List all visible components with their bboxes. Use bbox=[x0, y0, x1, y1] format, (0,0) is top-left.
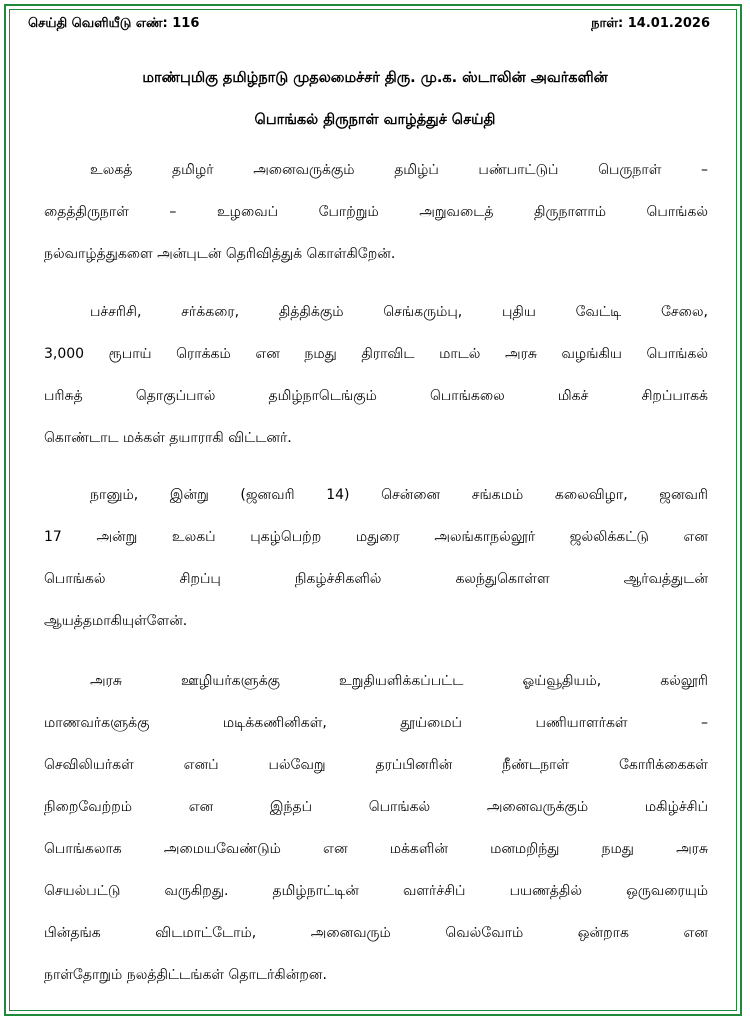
paragraph-line: கொண்டாட மக்கள் தயாராகி விட்டனர். bbox=[44, 430, 292, 446]
paragraph-line: நிறைவேற்றம் என இந்தப் பொங்கல் அனைவருக்கும் மகிழ்ச்சிப் bbox=[44, 799, 708, 815]
paragraph-line: பொங்கல் சிறப்பு நிகழ்ச்சிகளில் கலந்துகொள்ள ஆர்வத்துடன் bbox=[44, 571, 708, 587]
paragraph-line: தைத்திருநாள் – உழவைப் போற்றும் அறுவடைத் திருநாளாம் பொங்கல் bbox=[44, 204, 708, 220]
paragraph-3 bbox=[44, 474, 708, 642]
paragraph-line: பின்தங்க விடமாட்டோம், அனைவரும் வெல்வோம் ஒன்றாக என bbox=[44, 925, 708, 941]
paragraph-line: பொங்கலாக அமையவேண்டும் என மக்களின் மனமறிந்து நமது அரசு bbox=[44, 841, 708, 857]
paragraph-4 bbox=[44, 660, 708, 996]
paragraph-line: செயல்பட்டு வருகிறது. தமிழ்நாட்டின் வளர்ச்சிப் பயணத்தில் ஒருவரையும் bbox=[44, 883, 708, 899]
paragraph-line: 17 அன்று உலகப் புகழ்பெற்ற மதுரை அலங்காநல்லூர் ஜல்லிக்கட்டு என bbox=[44, 529, 708, 545]
paragraph-line: நானும், இன்று (ஜனவரி 14) சென்னை சங்கமம் கலைவிழா, ஜனவரி bbox=[90, 487, 708, 503]
paragraph-line: நாள்தோறும் நலத்திட்டங்கள் தொடர்கின்றன. bbox=[44, 967, 327, 983]
paragraph-line: ஆயத்தமாகியுள்ளேன். bbox=[44, 613, 188, 629]
paragraph-line: பச்சரிசி, சர்க்கரை, தித்திக்கும் செங்கரும்பு, புதிய வேட்டி சேலை, bbox=[90, 304, 708, 320]
paragraph-line: உலகத் தமிழர் அனைவருக்கும் தமிழ்ப் பண்பாட்டுப் பெருநாள் – bbox=[90, 162, 708, 178]
paragraph-1 bbox=[44, 149, 708, 275]
paragraph-line: அரசு ஊழியர்களுக்கு உறுதியளிக்கப்பட்ட ஓய்வூதியம், கல்லூரி bbox=[90, 673, 708, 689]
paragraph-line: நல்வாழ்த்துகளை அன்புடன் தெரிவித்துக் கொள்கிறேன். bbox=[44, 246, 396, 262]
title-line-1: மாண்புமிகு தமிழ்நாடு முதலமைச்சர் திரு. மு.க. ஸ்டாலின் அவர்களின் bbox=[142, 70, 608, 86]
header bbox=[28, 16, 710, 32]
title-line-2: பொங்கல் திருநாள் வாழ்த்துச் செய்தி bbox=[254, 112, 496, 128]
release-date: நாள்: 14.01.2026 bbox=[591, 16, 710, 31]
paragraph-2 bbox=[44, 291, 708, 459]
paragraph-line: மாணவர்களுக்கு மடிக்கணினிகள், தூய்மைப் பணியாளர்கள் – bbox=[44, 715, 708, 731]
paragraph-line: பரிசுத் தொகுப்பால் தமிழ்நாடெங்கும் பொங்கலை மிகச் சிறப்பாகக் bbox=[44, 388, 708, 404]
paragraph-line: 3,000 ரூபாய் ரொக்கம் என நமது திராவிட மாடல் அரசு வழங்கிய பொங்கல் bbox=[44, 346, 708, 362]
paragraph-line: செவிலியர்கள் எனப் பல்வேறு தரப்பினரின் நீண்டநாள் கோரிக்கைகள் bbox=[44, 757, 708, 773]
release-number: செய்தி வெளியீடு எண்: 116 bbox=[28, 16, 200, 31]
